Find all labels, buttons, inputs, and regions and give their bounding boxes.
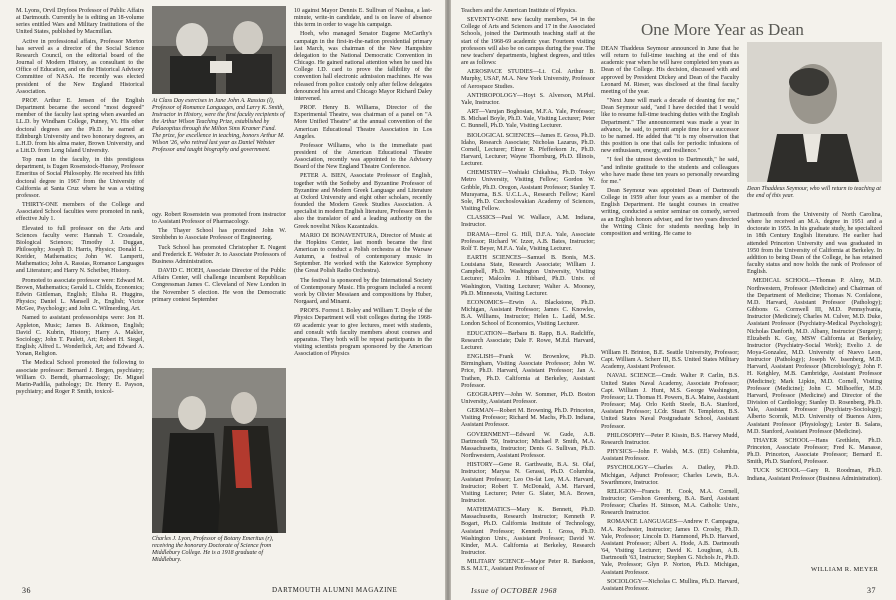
- paragraph: THAYER SCHOOL—Hans Grethlein, Ph.D. Princeton, Associate Professor; Fred K. Manasse, Ph.D. Princeton, Associate Professor; Bernard E. Smith, Ph.D. Stanford, Professor.: [747, 437, 882, 466]
- paragraph: Elevated to full professor on the Arts and Sciences faculty were: Hannah T. Croasdale, Biological Sciences; Timothy J. Duggan, Philosophy; Joseph D. Harris, Physics; Donald L. Kreider, Mathematics; John W. Lamperti, Mathematics; John A. Rassias, Romance Languages and Literature; and Harry N. Scheiber, History.: [16, 225, 144, 275]
- paragraph: The Thayer School has promoted John W. Strohbehn to Associate Professor of Engineering.: [152, 228, 286, 242]
- paragraph: Hoeh, who managed Senator Eugene McCarthy's campaign in the first-in-the-nation presidential primary last March, was chairman of the New Hampshire delegation to the National Democratic Convention in Chicago. He gained national attention when he used his College I.D. card to prove the fallibility of the convention hall electronic admission machines. He was released from police custody only after fellow delegates denounced his arrest and Chicago Mayor Richard Daley intervened.: [294, 31, 432, 102]
- paragraph: GOVERNMENT—Edward W. Gude, A.B. Dartmouth '59, Instructor; Michael P. Smith, M.A. Massachusetts, Instructor; Denis G. Sullivan, Ph.D. Northwestern, Assistant Professor.: [461, 431, 595, 460]
- paragraph: William H. Brinton, B.E. Seattle University, Professor; Capt. William A. Scherr III, B.S. United States Military Academy, Assistant Professor.: [601, 350, 739, 371]
- left-page: [0, 0, 445, 600]
- paragraph: BIOLOGICAL SCIENCES—James E. Gross, Ph.D. Idaho, Research Associate; Nicholas Lazarus, Ph.D. Cornell, Lecturer; Elmer R. Pfefferkorn Jr., Ph.D. Harvard, Lecturer; Wayne Thornburg, Ph.D. Illinois, Lecturer.: [461, 132, 595, 168]
- left-footer-title: DARTMOUTH ALUMNI MAGAZINE: [272, 586, 398, 594]
- paragraph: The festival is sponsored by the International Society of Contemporary Music. His program included a recent work by Olivier Messiaen and compositions by Huber, Norgaard, and Minami.: [294, 277, 432, 306]
- paragraph: CLASSICS—Paul W. Wallace, A.M. Indiana, Instructor.: [461, 215, 595, 229]
- paragraph: Professor Williams, who is the immediate past president of the American Educational Theatre Association, recently was appointed to the Advisory Board of the New England Theatre Conference.: [294, 142, 432, 171]
- right-column-2-list: [601, 350, 739, 592]
- right-column-2-intro: [601, 46, 739, 346]
- lyon-caption: Charles J. Lyon, Professor of Botany Emeritus (r), receiving the honorary Doctorate of Science from Middlebury College. He is a 1918 graduate of Middlebury.: [152, 536, 274, 563]
- paragraph: DRAMA—Errol G. Hill, D.F.A. Yale, Associate Professor; Richard W. Izzer, A.B. Bates, Instructor; Rolf T. Beyer, M.F.A. Yale, Visiting Lecturer.: [461, 231, 595, 252]
- paragraph: PSYCHOLOGY—Charles A. Dailey, Ph.D. Michigan, Adjunct Professor; Charles Lewis, B.A. Swarthmore, Instructor.: [601, 465, 739, 486]
- paragraph: Promoted to associate professor were: Edward M. Brown, Mathematics; Gerald L. Childs, Economics; Edwin Gittleman, English; Elisha R. Huggins, Physics; Daniel L. Mansell Jr., English; Victor McGee, Psychology; and John C. Wilmerding, Art.: [16, 277, 144, 313]
- paragraph: DAVID C. HOEH, Associate Director of the Public Affairs Center, will challenge incumbent Republican Congressman James C. Cleveland of New London in the November 5 election. He won the Democratic primary contest September: [152, 268, 286, 303]
- paragraph: PETER A. BIEN, Associate Professor of English, together with the Sotheby and Byzantine Professor of Byzantine and Modern Greek Language and Literature at Oxford University and eight other scholars, recently founded the Modern Greek Studies Association. A specialist in modern English literature, Professor Bien is also the translator of and a leading authority on the Greek novelist Nikos Kazantzakis.: [294, 173, 432, 230]
- paragraph: PROFS. Forrest I. Boley and William T. Doyle of the Physics Department will visit colleges during the 1968-69 academic year to give lectures, meet with students, and consult with faculty members about courses and apparatus. They both will be repeat participants in the visiting scientists program sponsored by the American Association of Physics: [294, 308, 432, 358]
- paragraph: PHILOSOPHY—Peter P. Kissin, B.S. Harvey Mudd, Research Instructor.: [601, 432, 739, 446]
- right-column-1: [461, 8, 595, 576]
- paragraph: ogy. Robert Rosenstein was promoted from instructor to Assistant Professor of Pharmacology.: [152, 212, 286, 226]
- paragraph: Tuck School has promoted Christopher E. Nugent and Frederick E. Webster Jr. to Associate Professors of Business Administration.: [152, 244, 286, 265]
- paragraph: SOCIOLOGY—Nicholas C. Mullins, Ph.D. Harvard, Assistant Professor.: [601, 578, 739, 592]
- paragraph: Top man in the faculty, in this prestigious department, is Eugen Rosenstock-Huessy, Professor Emeritus of Social Philosophy. He received his fifth doctoral degree in 1967 from the University of California at Santa Cruz where he was a visiting professor.: [16, 157, 144, 199]
- paragraph: NAVAL SCIENCE—Cmdr. Walter P. Carlin, B.S. United States Naval Academy, Associate Professor; Capt. William J. Hunt, M.S. George Washington, Professor; Lt. Thomas H. Powers, B.A. Maine, Assistant Professor; Maj. Orlo Keith Steele, B.A. Stanford, Assistant Professor; LCdr. Stuart N. Templeton, B.S. United States Naval Postgraduate School, Assistant Professor.: [601, 373, 739, 430]
- left-column-2a: [152, 212, 286, 362]
- dean-seymour-photo: [747, 42, 882, 182]
- paragraph: AEROSPACE STUDIES—Lt. Col. Arthur B. Murphy, USAF, M.A. New York University, Professor of Aerospace Studies.: [461, 69, 595, 90]
- paragraph: MILITARY SCIENCE—Major Peter R. Bankson, B.S. M.I.T., Assistant Professor of: [461, 559, 595, 573]
- right-page: [451, 0, 896, 600]
- paragraph: DEAN Thaddeus Seymour announced in June that he will return to full-time teaching at the end of this academic year when he will have completed ten years as Dean of the College. His decision, discussed with and approved by President Dickey and Dean of the Faculty Leonard M. Rieser, was disclosed at the final faculty meeting of the year.: [601, 46, 739, 95]
- paragraph: MEDICAL SCHOOL—Thomas P. Almy, M.D. Northwestern, Professor (Medicine) and Chairman of the Department of Medicine; Thomas N. Confalone, M.D. Harvard, Assistant Professor (Pathology); Gibbons G. Cornwell III, M.D. Pennsylvania, Instructor (Medicine); Charles M. Culver, M.D. Duke, Assistant Professor (Psychiatry-Medical Psychology); Nicholas Danforth, M.D. Albany, Instructor (Surgery); Elizabeth K. Guy, MSW California at Berkeley, Instructor (Psychiatry-Social Work); Evelio J. de Moya-Gonzalez, M.D. University of Nuevo Leon, Instructor (Pathology); Joseph W. Issenberg, M.D. Harvard, Assistant Professor (Microbiology); John F. H. Keighley, M.B. Cambridge, Assistant Professor (Medicine); Mark Lipkin, M.D. Cornell, Visiting Professor (Medicine); John C. Milhoeffer, M.D. Harvard, Professor (Medicine) and Director of the Division of Cardiology; Stanley D. Rosenberg, Ph.D. Yale, Assistant Professor (Psychiatry-Sociology); Alberto Scornik, M.D. University of Buenos Aires, Assistant Professor (Physiology); Lester B. Salans, M.D. Stanford, Assistant Professor (Medicine).: [747, 278, 882, 435]
- paragraph: THIRTY-ONE members of the College and Associated School faculties were promoted in rank, effective July 1.: [16, 202, 144, 223]
- paragraph: EARTH SCIENCES—Samuel B. Bonis, M.S. Louisiana State, Research Associate; William J. Campbell, Ph.D. Washington University, Visiting Lecturer; Malcolm J. Hibbard, Ph.D. Univ. of Washington, Visiting Lecturer; Walter A. Mooney, Ph.D. Minnesota, Visiting Lecturer.: [461, 255, 595, 297]
- paragraph: MARIO DI BONAVENTURA, Director of Music at the Hopkins Center, last month became the first American to conduct a Polish orchestra at the Warsaw Autumn, a festival of contemporary music in September. He worked with the Katowice Symphony (the Great Polish Radio Orchestra).: [294, 232, 432, 275]
- paragraph: Active in professional affairs, Professor Morton has served as a director of the Social Science Research Council, on the editorial board of the Journal of Modern History, as consultant to the Office of Education, and on the Historical Advisory Committee of NASA. He recently was elected president of the New England Historical Association.: [16, 38, 144, 95]
- left-column-3: [294, 8, 432, 576]
- paragraph: MATHEMATICS—Mary K. Bennett, Ph.D. Massachusetts, Research Instructor; Kenneth P. Bogart, Ph.D. California Institute of Technology, Assistant Professor; Kenneth I. Gross, Ph.D. Washington Univ., Assistant Professor; David W. Kinder, M.A. California at Berkeley, Research Instructor.: [461, 507, 595, 557]
- paragraph: HISTORY—Gene R. Garthwaite, B.A. St. Olaf, Instructor; Marysa N. Gerassi, Ph.D. Columbia, Assistant Professor; Leo On-fat Lee, M.A. Harvard, Instructor; Robert T. McDonald, A.M. Harvard, Visiting Lecturer; Peter G. Slater, M.A. Brown, Instructor.: [461, 462, 595, 504]
- paragraph: "Next June will mark a decade of deaning for me," Dean Seymour said, "and I have decided that I would like to resume full-time teaching duties with the English Department." The announcement was made a year in advance, he said, to permit ample time for a successor to be named. He added that "it is my observation that this position is one that calls for periodic infusions of new enthusiasm, energy, and resilience.": [601, 98, 739, 155]
- paragraph: ENGLISH—Frank W. Brownlow, Ph.D. Birmingham, Visiting Associate Professor; John W. Price, Ph.D. Harvard, Assistant Professor; Jan A. Trathen, Ph.D. California at Berkeley, Assistant Professor.: [461, 354, 595, 389]
- left-page-number: 36: [22, 586, 31, 595]
- dean-seymour-caption: Dean Thaddeus Seymour, who will return to teaching at the end of this year.: [747, 186, 881, 199]
- article-title: One More Year as Dean: [641, 20, 804, 39]
- paragraph: Dean Seymour was appointed Dean of Dartmouth College in 1959 after four years as a member of the English Department. He taught courses in creative writing, conducted a senior seminar on comedy, served as an English honors adviser, and for two years directed the Writing Clinic for students needing help in composition and writing. He came to: [601, 187, 739, 237]
- paragraph: EDUCATION—Barbara B. Rapp, B.A. Radcliffe, Research Associate; Dale F. Rowe, M.Ed. Harvard, Lecturer.: [461, 330, 595, 351]
- left-column-1: [16, 8, 144, 576]
- paragraph: Teachers and the American Institute of Physics.: [461, 8, 577, 14]
- paragraph: ANTHROPOLOGY—Hoyt S. Alverson, M.Phil. Yale, Instructor.: [461, 92, 595, 106]
- paragraph: SEVENTY-ONE new faculty members, 54 in the College of Arts and Sciences and 17 in the Associated Schools, joined the Dartmouth teaching staff at the start of the 1968-69 academic year. Fourteen visiting professors will also be on campus during the year. The new teachers' departments, highest degrees, and titles are as follows:: [461, 17, 595, 67]
- paragraph: PROF. Arthur E. Jensen of the English Department became the second "most degreed" member of the faculty last spring when awarded an LL.D. by Windham College, Putney, Vt. His other doctoral degrees are the Ph.D. he earned at Edinburgh University and two honorary degrees, an L.H.D. from his alma mater, Brown University, and a Litt.D. from Long Island University.: [16, 97, 144, 154]
- paragraph: ART—Varujan Boghosian, M.F.A. Yale, Professor; B. Michael Boyle, Ph.D. Yale, Visiting Lecturer; Peter C. Bunnell, Ph.D. Yale, Visiting Lecturer.: [461, 109, 595, 130]
- paragraph: Named to assistant professorships were: Jon H. Appleton, Music; James B. Atkinson, English; David C. Kubrin, History; Harry A. Makler, Sociology; John T. Paulett, Art; Robert H. Siegel, English; Alfred L. Wonderlick, Art; and Edward A. Yonan, Religion.: [16, 315, 144, 358]
- paragraph: GEOGRAPHY—John W. Sommer, Ph.D. Boston University, Assistant Professor.: [461, 391, 595, 405]
- paragraph: RELIGION—Francis H. Cook, M.A. Cornell, Instructor; Gershon Greenberg, B.A. Bard, Assistant Professor; Charles H. Stinson, M.A. Catholic Univ., Research Instructor.: [601, 488, 739, 517]
- class-day-caption: At Class Day exercises in June John A. Rassias (l), Professor of Romance Languages, and Larry K. Smith, Instructor in History, were the first faculty recipients of the Arthur Wilson Teaching Prize, established by Palaeopitus through the Milton Sims Kramer Fund. The prize, for excellence in teaching, honors Arthur M. Wilson '26, who retired last year as Daniel Webster Professor and taught biography and government.: [152, 98, 285, 153]
- paragraph: 10 against Mayor Dennis E. Sullivan of Nashua, a last-minute, write-in candidate, and is on leave of absence this term in order to wage his campaign.: [294, 8, 432, 29]
- paragraph: The Medical School promoted the following to associate professor: Bernard J. Bergen, psychiatry; William O. Berndt, pharmacology; Dr. Miguel Marin-Padilla, pathology; Dr. Henry E. Payson, psychiatry; and Roger P. Smith, toxicol-: [16, 360, 144, 395]
- paragraph: CHEMISTRY—Yoshiaki Chikahisa, Ph.D. Tokyo Metro University, Visiting Fellow; Gordon W. Gribble, Ph.D. Oregon, Assistant Professor; Stanley T. Murayama, B.S. U.C.L.A., Research Fellow; Karel Sole, Ph.D. Czechoslovakian Academy of Sciences, Visiting Fellow.: [461, 170, 595, 213]
- paragraph: PHYSICS—John F. Walsh, M.S. (EE) Columbia, Assistant Professor.: [601, 449, 739, 463]
- paragraph: GERMAN—Robert M. Browning, Ph.D. Princeton, Visiting Professor; Richard M. Machs, Ph.D. Indiana, Assistant Professor.: [461, 408, 595, 429]
- lyon-honorary-degree-photo: [152, 368, 286, 533]
- paragraph: ECONOMICS—Erwin A. Blackstone, Ph.D. Michigan, Assistant Professor; James C. Knowles, B.A. Williams, Instructor; Helen L. Ladd, M.Sc. London School of Economics, Visiting Lecturer.: [461, 299, 595, 328]
- right-footer-issue: Issue of OCTOBER 1968: [471, 586, 557, 595]
- right-page-number: 37: [867, 586, 876, 595]
- paragraph: TUCK SCHOOL—Gary R. Roodman, Ph.D. Indiana, Assistant Professor (Business Administration).: [747, 468, 882, 482]
- class-day-photo: [152, 6, 286, 94]
- paragraph: M. Lyons, Orvil Dryfoos Professor of Public Affairs at Dartmouth. Currently he is editing an 18-volume series entitled Wars and Military Institutions of the United States, published by Macmillan.: [16, 8, 144, 36]
- paragraph: ROMANCE LANGUAGES—Andrew F. Campagna, M.A. Rochester, Instructor; James D. Crosby, Ph.D. Yale, Professor; Lincoln D. Hammond, Ph.D. Harvard, Assistant Professor; Albert A. Hode, A.B. Dartmouth '64, Visiting Lecturer; David K. Loughran, A.B. Dartmouth '63, Instructor; Stephen G. Nichols Jr., Ph.D. Yale, Professor; Glyn P. Norton, Ph.D. Michigan, Assistant Professor.: [601, 519, 739, 576]
- paragraph: PROF. Henry B. Williams, Director of the Experimental Theatre, was chairman of a panel on "A More Unified Theatre" at the annual convention of the American Educational Theatre Association in Los Angeles.: [294, 105, 432, 140]
- paragraph: "I feel the utmost devotion to Dartmouth," he said, "and infinite gratitude to the students and colleagues who have made these ten years so personally rewarding for me.": [601, 157, 739, 185]
- article-byline: WILLIAM R. MEYER: [811, 566, 879, 573]
- paragraph: Dartmouth from the University of North Carolina, where he received an M.A. degree in 1951 and a doctorate in 1955. In his graduate study, he specialized in 18th Century English literature. He earlier had attended Princeton University and was graduated in 1950 from the University of California at Berkeley. In addition to being Dean of the College, he has retained faculty status and now holds the rank of Professor of English.: [747, 212, 882, 276]
- right-column-3: [747, 212, 882, 564]
